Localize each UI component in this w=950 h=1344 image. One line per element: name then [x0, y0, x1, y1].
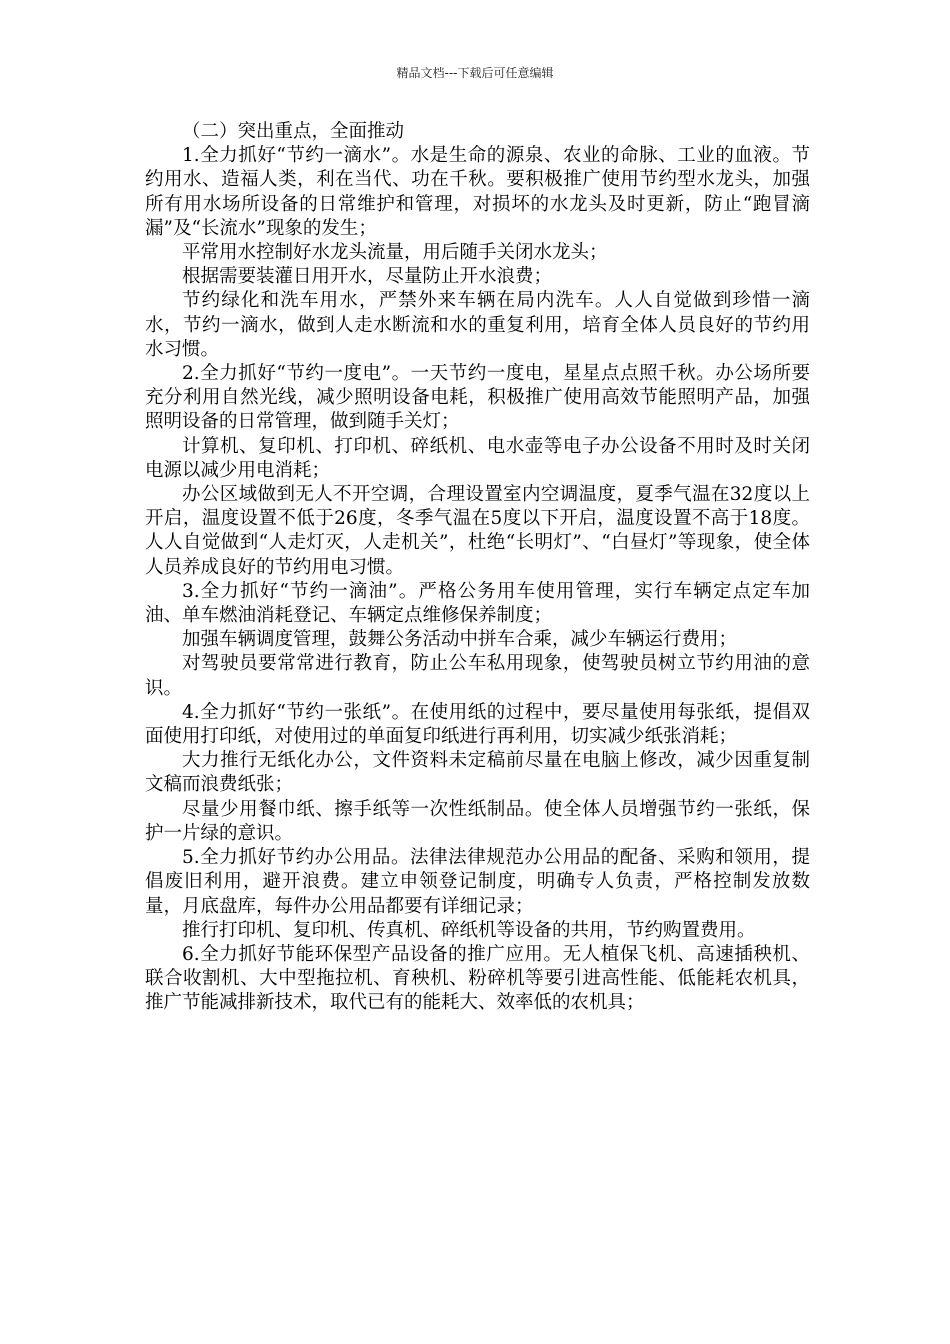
paragraph: 根据需要装灌日用开水，尽量防止开水浪费；: [182, 266, 553, 288]
page-header: 精品文档---下载后可任意编辑: [396, 66, 554, 80]
paragraph: 加强车辆调度管理，鼓舞公务活动中拼车合乘，减少车辆运行费用；: [182, 629, 738, 651]
document-body: [145, 120, 810, 1016]
paragraph: 推行打印机、复印机、传真机、碎纸机等设备的共用，节约购置费用。: [182, 919, 756, 941]
paragraph-electricity: 2.全力抓好“节约一度电”。一天节约一度电，星星点点照千秋。办公场所要充分利用自然光线，减少照明设备电耗，积极推广使用高效节能照明产品，加强照明设备的日常管理，做到随手关灯；: [145, 363, 810, 433]
section-heading: （二）突出重点，全面推动: [182, 121, 405, 142]
paragraph: 平常用水控制好水龙头流量，用后随手关闭水龙头；: [182, 242, 608, 264]
paragraph-energy-saving-equipment: 6.全力抓好节能环保型产品设备的推广应用。无人植保飞机、高速插秧机、联合收割机、大中型拖拉机、育秧机、粉碎机等要引进高性能、低能耗农机具，推广节能减排新技术，取代已有的能耗大、效率低的农机具；: [145, 943, 810, 1014]
paragraph-office-supplies: 5.全力抓好节约办公用品。法律法律规范办公用品的配备、采购和领用，提倡废旧利用，避开浪费。建立申领登记制度，明确专人负责，严格控制发放数量，月底盘库，每件办公用品都要有详细记录；: [145, 847, 810, 917]
paragraph-oil: 3.全力抓好“节约一滴油”。严格公务用车使用管理，实行车辆定点定车加油、单车燃油消耗登记、车辆定点维修保养制度；: [145, 580, 810, 627]
paragraph: 办公区域做到无人不开空调，合理设置室内空调温度，夏季气温在32度以上开启，温度设置不低于26度，冬季气温在5度以下开启，温度设置不高于18度。人人自觉做到“人走灯灭，人走机关”，杜绝“长明灯”、“白昼灯”等现象，使全体人员养成良好的节约用电习惯。: [145, 484, 810, 578]
paragraph: 计算机、复印机、打印机、碎纸机、电水壶等电子办公设备不用时及时关闭电源以减少用电消耗；: [145, 435, 810, 481]
paragraph: 对驾驶员要常常进行教育，防止公车私用现象，使驾驶员树立节约用油的意识。: [145, 653, 810, 699]
paragraph: 大力推行无纸化办公，文件资料未定稿前尽量在电脑上修改，减少因重复制文稿而浪费纸张；: [145, 750, 810, 796]
paragraph: 节约绿化和洗车用水，严禁外来车辆在局内洗车。人人自觉做到珍惜一滴水，节约一滴水，做到人走水断流和水的重复利用，培育全体人员良好的节约用水习惯。: [145, 290, 810, 360]
paragraph-paper: 4.全力抓好“节约一张纸”。在使用纸的过程中，要尽量使用每张纸，提倡双面使用打印纸，对使用过的单面复印纸进行再利用，切实减少纸张消耗；: [145, 701, 810, 748]
paragraph-water: 1.全力抓好“节约一滴水”。水是生命的源泉、农业的命脉、工业的血液。节约用水、造福人类，利在当代、功在千秋。要积极推广使用节约型水龙头，加强所有用水场所设备的日常维护和管理，对损坏的水龙头及时更新，防止“跑冒滴漏”及“长流水”现象的发生；: [145, 145, 810, 239]
paragraph: 尽量少用餐巾纸、擦手纸等一次性纸制品。使全体人员增强节约一张纸，保护一片绿的意识。: [145, 798, 810, 844]
